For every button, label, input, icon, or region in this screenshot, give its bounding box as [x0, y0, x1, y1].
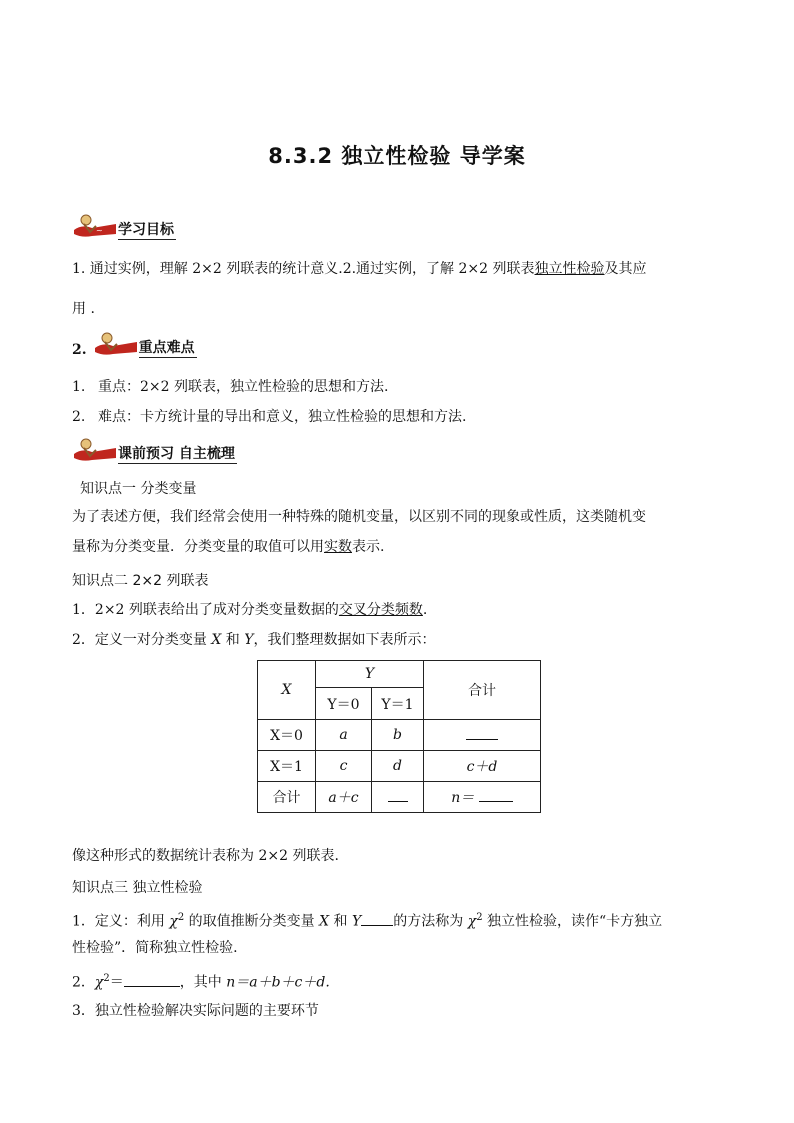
table-total-header: 合计: [424, 661, 541, 720]
section-key-points: [72, 330, 197, 358]
table-cell: n＝: [424, 782, 541, 813]
page-title: 8.3.2 独立性检验 导学案: [268, 144, 526, 168]
contingency-table: [257, 660, 541, 813]
section-emblem-icon: [72, 436, 118, 464]
after-table-text: 像这种形式的数据统计表称为 2×2 列联表.: [72, 848, 339, 864]
kp1-line-1: 为了表述方便，我们经常会使用一种特殊的随机变量，以区别不同的现象或性质，这类随机变: [72, 509, 646, 525]
kp3-heading: 知识点三 独立性检验: [72, 880, 203, 896]
table-corner: X: [258, 661, 316, 720]
table-row-label: 合计: [258, 782, 316, 813]
section-number: 2.: [72, 342, 87, 358]
section-preview: [72, 436, 237, 464]
section-emblem-icon: [72, 212, 118, 240]
kp2-heading: 知识点二 2×2 列联表: [72, 573, 209, 589]
kp3-item-1-cont: 性检验”．简称独立性检验.: [72, 940, 238, 956]
svg-text:~: ~: [96, 226, 103, 235]
kp3-item-3: 3．独立性检验解决实际问题的主要环节: [72, 1003, 319, 1019]
table-row-label: X＝1: [258, 751, 316, 782]
section-label: 学习目标: [118, 222, 174, 238]
section-learning-goals: [72, 212, 176, 240]
goals-line-1: 1. 通过实例，理解 2×2 列联表的统计意义.2.通过实例，了解 2×2 列联表独立性检验及其应: [72, 261, 647, 277]
kp2-item-1: 1．2×2 列联表给出了成对分类变量数据的交叉分类频数.: [72, 602, 428, 618]
table-cell-blank: [424, 720, 541, 751]
kp3-item-2: 2．$\chi^2=$ ，其中 n＝a＋b＋c＋d.: [72, 973, 330, 991]
key-point-1: 1. 重点：2×2 列联表，独立性检验的思想和方法.: [72, 379, 389, 395]
table-cell: d: [372, 751, 424, 782]
table-cell: a＋c: [316, 782, 372, 813]
section-label: 重点难点: [138, 340, 195, 356]
kp2-item-2: 2．定义一对分类变量 X 和 Y，我们整理数据如下表所示：: [72, 632, 436, 648]
table-y-header: Y: [316, 661, 424, 688]
kp3-item-1: 1．定义：利用 $\chi^2$ 的取值推断分类变量 X 和 Y 的方法称为 $\chi^2$ 独立性检验，读作“卡方独立: [72, 912, 663, 930]
table-cell-blank: [372, 782, 424, 813]
section-emblem-icon: [93, 330, 139, 358]
section-label: 课前预习 自主梳理: [118, 446, 235, 462]
table-y1: Y＝1: [372, 688, 424, 720]
key-point-2: 2. 难点：卡方统计量的导出和意义，独立性检验的思想和方法.: [72, 409, 467, 425]
table-cell: c: [316, 751, 372, 782]
kp1-line-2: 量称为分类变量．分类变量的取值可以用实数表示.: [72, 539, 385, 555]
table-row-label: X＝0: [258, 720, 316, 751]
kp1-heading: 知识点一 分类变量: [80, 481, 197, 497]
table-y0: Y＝0: [316, 688, 372, 720]
table-cell: a: [316, 720, 372, 751]
table-cell: c＋d: [424, 751, 541, 782]
table-cell: b: [372, 720, 424, 751]
goals-line-2: 用 .: [72, 301, 95, 317]
